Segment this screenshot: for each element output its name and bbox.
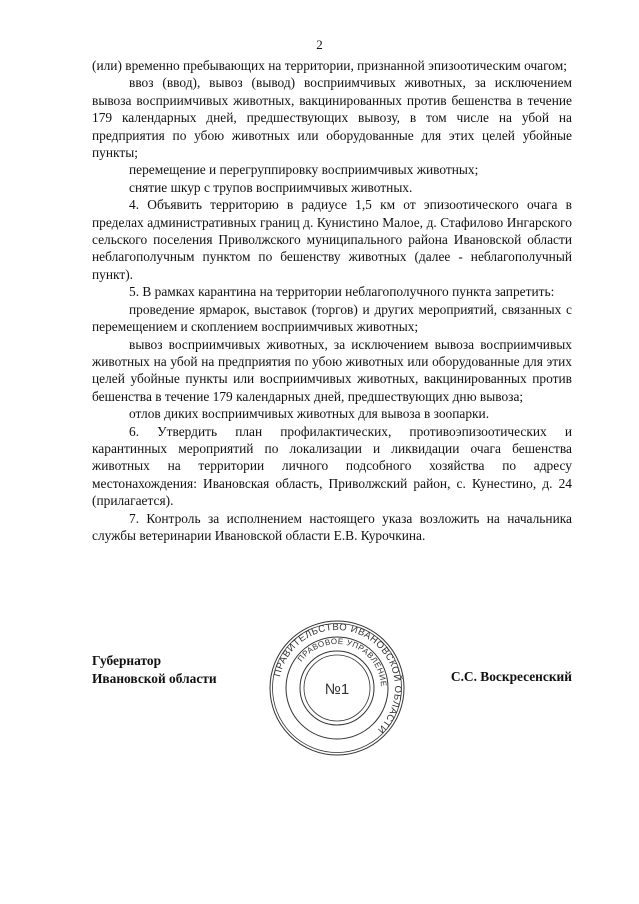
- paragraph: снятие шкур с трупов восприимчивых животных.: [129, 179, 413, 195]
- signatory-title: [92, 652, 217, 687]
- paragraph: 4. Объявить территорию в радиусе 1,5 км от эпизоотического очага в пределах административных границ д. Кунистино Малое, д. Стафилово Ингарского сельского поселения Приволжского муниципального района Ивановской области неблагополучным пунктом по бешенству животных (далее - неблагополучный пункт).: [92, 197, 572, 282]
- seal-center-text: №1: [324, 681, 350, 698]
- paragraph: 7. Контроль за исполнением настоящего указа возложить на начальника службы ветеринарии Ивановской области Е.В. Курочкина.: [92, 510, 572, 543]
- paragraph: вывоз восприимчивых животных, за исключением вывоза восприимчивых животных на убой на предприятия по убою животных или оборудованные для этих целей убойные пункты или восприимчивых животных, вакцинированных против бешенства в течение 179 календарных дней, предшествующих дню вывоза;: [92, 336, 572, 404]
- seal-outer-text: ПРАВИТЕЛЬСТВО ИВАНОВСКОЙ ОБЛАСТИ: [272, 621, 404, 736]
- paragraph: отлов диких восприимчивых животных для вывоза в зоопарки.: [129, 406, 490, 422]
- paragraph: перемещение и перегруппировку восприимчивых животных;: [129, 162, 479, 178]
- paragraph: 6. Утвердить план профилактических, противоэпизоотических и карантинных мероприятий по локализации и ликвидации очага бешенства животных на территории личного подсобного хозяйства по адресу местонахождения: Ивановская область, Приволжский район, с. Кунестино, д. 24 (прилагается).: [92, 423, 572, 509]
- signatory-title-line1: Губернатор: [92, 653, 162, 668]
- paragraph: (или) временно пребывающих на территории, признанной эпизоотическим очагом;: [92, 58, 567, 73]
- signature-block: [92, 621, 572, 762]
- signatory-title-line2: Ивановской области: [92, 670, 217, 686]
- signatory-name: С.С. Воскресенский: [450, 669, 572, 684]
- document-body: [92, 57, 572, 544]
- paragraph: 5. В рамках карантина на территории неблагополучного пункта запретить:: [129, 284, 555, 300]
- page-number: 2: [316, 37, 323, 52]
- paragraph: ввоз (ввод), вывоз (вывод) восприимчивых животных, за исключением вывоза восприимчивых животных, вакцинированных против бешенства в течение 179 календарных дней, предшествующих вывозу, в том числе на убой на предприятия по убою животных или оборудованные для этих целей убойные пункты;: [92, 75, 572, 161]
- seal-inner-text: ПРАВОВОЕ УПРАВЛЕНИЕ: [295, 636, 389, 688]
- official-seal-stamp: [267, 618, 407, 758]
- paragraph: проведение ярмарок, выставок (торгов) и других мероприятий, связанных с перемещением и скоплением восприимчивых животных;: [92, 301, 572, 335]
